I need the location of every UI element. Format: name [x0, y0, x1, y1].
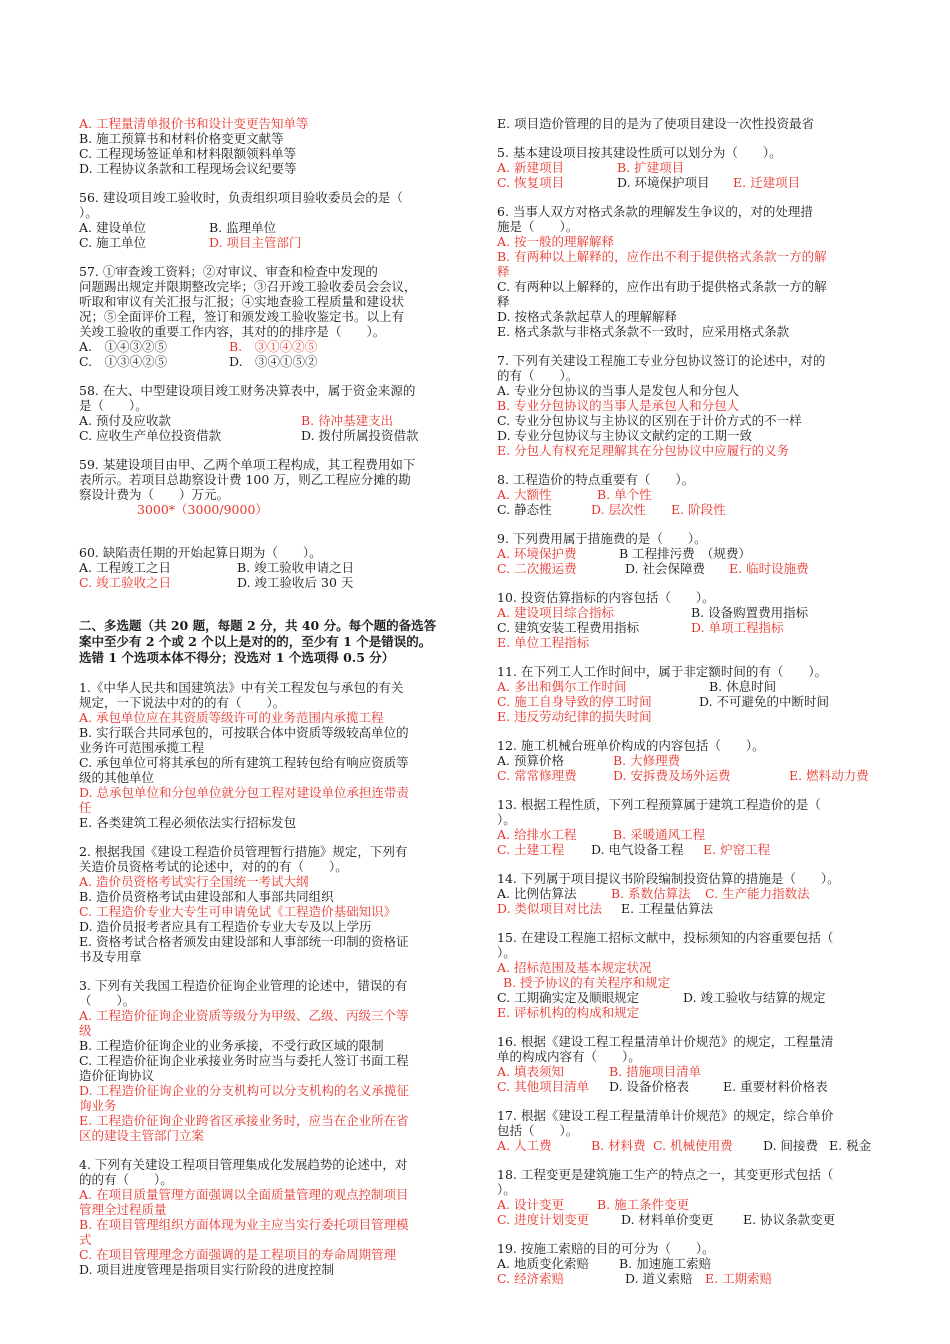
option-c: C. 经济索赔	[497, 1271, 565, 1286]
option-b: B. 在项目管理组织方面体现为业主应当实行委托项目管理模	[79, 1217, 409, 1232]
option-b: B. ③①④②⑤	[229, 339, 318, 354]
option-d: D. 工程协议条款和工程现场会议纪要等	[79, 161, 297, 176]
option-e: E. 格式条款与非格式条款不一致时，应采用格式条款	[497, 324, 790, 339]
question-stem-cont: 听取和审议有关汇报与汇报；④实地查验工程质量和建设状	[79, 294, 405, 309]
option-e: E. 资格考试合格者颁发由建设部和人事部统一印制的资格证	[79, 934, 409, 949]
question-stem: 1.《中华人民共和国建筑法》中有关工程发包与承包的有关	[79, 680, 404, 695]
option-b: B. 单个性	[597, 487, 652, 502]
multi-question-11	[497, 664, 889, 724]
option-c: C. 施工自身导致的停工时间	[497, 694, 652, 709]
option-d: D. 材料单价变更	[621, 1212, 714, 1227]
option-e: E. 炉窑工程	[703, 842, 771, 857]
option-d: D. 拨付所属投资借款	[301, 428, 419, 443]
option-c-cont: 造价征询协议	[79, 1068, 155, 1083]
option-b-cont: 式	[79, 1232, 92, 1247]
multi-question-4	[79, 1157, 467, 1277]
option-b: B. 有两种以上解释的，应作出不利于提供格式条款一方的解	[497, 249, 827, 264]
option-b: B. 设备购置费用指标	[691, 605, 809, 620]
option-b: B. 实行联合共同承包的，可按联合体中资质等级较高单位的	[79, 725, 409, 740]
option-b: B. 专业分包协议的当事人是承包人和分包人	[497, 398, 740, 413]
option-d: D. 总承包单位和分包单位就分包工程对建设单位承担连带责	[79, 785, 410, 800]
option-c: C. 二次搬运费	[497, 561, 577, 576]
multi-question-3	[79, 978, 467, 1143]
question-stem: 18. 工程变更是建筑施工生产的特点之一，其变更形式包括（	[497, 1167, 834, 1182]
section-instructions: 案中至少有 2 个或 2 个以上是对的的，至少有 1 个是错误的。	[79, 634, 432, 649]
option-d: D. 社会保障费	[625, 561, 706, 576]
option-c: C. 专业分包协议与主协议的区别在于计价方式的不一样	[497, 413, 802, 428]
option-d: D. 专业分包协议与主协议文献约定的工期一致	[497, 428, 753, 443]
multi-question-19	[497, 1241, 889, 1286]
question-stem-cont: ）。	[497, 945, 516, 960]
question-58	[79, 383, 467, 443]
question-57	[79, 264, 467, 369]
option-a: A. 承包单位应在其资质等级许可的业务范围内承揽工程	[79, 710, 384, 725]
option-d: D. 电气设备工程	[591, 842, 684, 857]
option-b: B. 大修理费	[613, 753, 681, 768]
option-b: B. 系数估算法	[611, 886, 691, 901]
question-stem: 58. 在大、中型建设项目竣工财务决算表中，属于资金来源的	[79, 383, 416, 398]
option-e: E. 单位工程指标	[497, 635, 590, 650]
option-a: A. 专业分包协议的当事人是发包人和分包人	[497, 383, 739, 398]
option-a-cont: 级	[79, 1023, 92, 1038]
option-d: D. 竣工验收后 30 天	[237, 575, 354, 590]
option-c-cont: 释	[497, 294, 510, 309]
question-59	[79, 457, 467, 517]
option-d: D. 间接费	[763, 1138, 819, 1153]
option-c: C. ①③④②⑤	[79, 354, 168, 369]
question-stem-cont: 的有（ ）。	[497, 368, 579, 383]
option-a: A. 造价员资格考试实行全国统一考试大纲	[79, 874, 309, 889]
question-stem-cont: 况；⑤全面评价工程，签订和颁发竣工验收鉴定书。以上有	[79, 309, 405, 324]
multi-question-9	[497, 531, 889, 576]
question-stem: 8. 工程造价的特点重要有（ ）。	[497, 472, 695, 487]
question-stem: 3. 下列有关我国工程造价征询企业管理的论述中，错误的有	[79, 978, 408, 993]
multi-question-2	[79, 844, 467, 964]
question-stem: 14. 下列属于项目提议书阶段编制投资估算的措施是（ ）。	[497, 871, 840, 886]
question-stem: 56. 建设项目竣工验收时，负责组织项目验收委员会的是（	[79, 190, 403, 205]
question-stem: 4. 下列有关建设工程项目管理集成化发展趋势的论述中，对	[79, 1157, 408, 1172]
option-a: A. 工程造价征询企业资质等级分为甲级、乙级、丙级三个等	[79, 1008, 409, 1023]
option-a: A. 工程量清单报价书和设计变更告知单等	[79, 116, 309, 131]
option-d: D. 竣工验收与结算的规定	[683, 990, 826, 1005]
option-a: A. ①④③②⑤	[79, 339, 168, 354]
option-a: A. 新建项目	[497, 160, 564, 175]
question-stem-cont: ）。	[497, 1182, 516, 1197]
option-d-cont: 任	[79, 800, 92, 815]
multi-question-6	[497, 204, 889, 339]
option-b: B. 采暖通风工程	[613, 827, 706, 842]
question-stem-cont: ）。	[497, 812, 516, 827]
option-d: D. 道义索赔	[625, 1271, 693, 1286]
option-b: B. 休息时间	[709, 679, 777, 694]
option-e: E. 项目造价管理的目的是为了使项目建设一次性投资最省	[497, 116, 815, 131]
option-e: E. 工期索赔	[705, 1271, 773, 1286]
question-stem: 59. 某建设项目由甲、乙两个单项工程构成，其工程费用如下	[79, 457, 416, 472]
section-title: 二、多选题（共 20 题，每题 2 分，共 40 分。每个题的备选答	[79, 618, 437, 633]
multi-question-7	[497, 353, 889, 458]
question-stem-cont: 关竣工验收的重要工作内容，其对的的排序是（ ）。	[79, 324, 386, 339]
question-stem: 6. 当事人双方对格式条款的理解发生争议的，对的处理措	[497, 204, 813, 219]
option-b: B 工程排污费 （规费）	[619, 546, 751, 561]
question-stem: 9. 下列费用属于措施费的是（ ）。	[497, 531, 707, 546]
option-b: B. 造价员资格考试由建设部和人事部共同组织	[79, 889, 334, 904]
left-column	[79, 116, 467, 1277]
option-a: A. 填表须知	[497, 1064, 564, 1079]
option-d: D. 不可避免的中断时间	[699, 694, 830, 709]
option-c: C. 建筑安装工程费用指标	[497, 620, 640, 635]
option-c: C. 工程现场签证单和材料限额领料单等	[79, 146, 297, 161]
question-55-options	[79, 116, 467, 176]
right-column	[497, 116, 889, 1286]
question-stem: 13. 根据工程性质，下列工程预算属于建筑工程造价的是（	[497, 797, 821, 812]
option-c: C. 有两种以上解释的，应作出有助于提供格式条款一方的解	[497, 279, 827, 294]
question-stem: 57. ①审查竣工资料；②对审议、审查和检查中发现的	[79, 264, 378, 279]
option-d: D. 安拆费及场外运费	[613, 768, 731, 783]
option-c: C. 工期确实定及顺眼规定	[497, 990, 640, 1005]
option-a: A. 工程竣工之日	[79, 560, 171, 575]
option-e: E. 工程量估算法	[621, 901, 714, 916]
question-stem: 17. 根据《建设工程工程量清单计价规范》的规定，综合单价	[497, 1108, 834, 1123]
option-d: D. 项目主管部门	[209, 235, 302, 250]
option-c: C. 承包单位可将其承包的所有建筑工程转包给有响应资质等	[79, 755, 409, 770]
multi-question-16	[497, 1034, 889, 1094]
option-a: A. 大额性	[497, 487, 552, 502]
question-60	[79, 545, 467, 590]
option-d: D. 单项工程指标	[691, 620, 784, 635]
option-c: C. 在项目管理理念方面强调的是工程项目的寿命周期管理	[79, 1247, 397, 1262]
multi-question-1	[79, 680, 467, 830]
section-instructions: 选错 1 个选项本体不得分；没选对 1 个选项得 0.5 分）	[79, 650, 395, 665]
option-e: E. 各类建筑工程必须依法实行招标发包	[79, 815, 297, 830]
option-c: C. 常常修理费	[497, 768, 577, 783]
option-a: A. 按一般的理解解释	[497, 234, 614, 249]
option-a: A. 人工费	[497, 1138, 552, 1153]
option-d-cont: 询业务	[79, 1098, 117, 1113]
option-d: D. 层次性	[591, 502, 647, 517]
option-a: A. 设计变更	[497, 1197, 564, 1212]
option-e: E. 重要材料价格表	[723, 1079, 828, 1094]
option-e-cont: 书及专用章	[79, 949, 142, 964]
option-c: C. 进度计划变更	[497, 1212, 590, 1227]
option-d: D. 造价员报考者应具有工程造价专业大专及以上学历	[79, 919, 372, 934]
option-e: E. 迁建项目	[733, 175, 801, 190]
option-a: A. 环境保护费	[497, 546, 577, 561]
option-a: A. 比例估算法	[497, 886, 577, 901]
option-c: C. 土建工程	[497, 842, 565, 857]
option-a: A. 预付及应收款	[79, 413, 171, 428]
option-e: E. 税金	[829, 1138, 872, 1153]
question-stem: 15. 在建设工程施工招标文献中，投标须知的内容重要包括（	[497, 930, 834, 945]
option-b: B. 授予协议的有关程序和规定	[503, 975, 671, 990]
option-c: C. 其他项目清单	[497, 1079, 590, 1094]
option-b-cont: 释	[497, 264, 510, 279]
option-d: D. ③④①⑤②	[229, 354, 318, 369]
question-stem: 19. 按施工索赔的目的可分为（ ）。	[497, 1241, 715, 1256]
option-b: B. 材料费	[591, 1138, 646, 1153]
question-stem-cont: 规定，一下说法中对的的有（ ）。	[79, 695, 286, 710]
option-e: E. 评标机构的构成和规定	[497, 1005, 640, 1020]
multi-question-13	[497, 797, 889, 857]
option-e: E. 协议条款变更	[743, 1212, 836, 1227]
option-b: B. 扩建项目	[617, 160, 685, 175]
option-e: E. 阶段性	[671, 502, 726, 517]
option-c: C. 工程造价专业大专生可申请免试《工程造价基础知识》	[79, 904, 397, 919]
option-d: D. 设备价格表	[609, 1079, 690, 1094]
question-stem: 60. 缺陷责任期的开始起算日期为（ ）。	[79, 545, 322, 560]
multi-question-10	[497, 590, 889, 650]
option-b: B. 施工预算书和材料价格变更文献等	[79, 131, 284, 146]
multi-question-12	[497, 738, 889, 783]
option-b: B. 加速施工索赔	[619, 1256, 712, 1271]
option-c: C. 机械使用费	[653, 1138, 733, 1153]
question-stem: 5. 基本建设项目按其建设性质可以划分为（ ）。	[497, 145, 782, 160]
question-stem: 10. 投资估算指标的内容包括（ ）。	[497, 590, 715, 605]
option-d: D. 项目进度管理是指项目实行阶段的进度控制	[79, 1262, 335, 1277]
answer-note: 3000*（3000/9000）	[137, 502, 268, 517]
option-a: A. 地质变化索赔	[497, 1256, 589, 1271]
question-stem-cont: 的的有（ ）。	[79, 1172, 173, 1187]
option-e: E. 分包人有权充足理解其在分包协议中应履行的义务	[497, 443, 790, 458]
question-stem: 11. 在下列工人工作时间中，属于非定额时间的有（ ）。	[497, 664, 828, 679]
multi-question-15	[497, 930, 889, 1020]
question-56	[79, 190, 467, 250]
option-b-cont: 业务许可范围承揽工程	[79, 740, 205, 755]
question-stem-cont: （ ）。	[79, 993, 136, 1008]
multi-question-14	[497, 871, 889, 916]
multi-question-8	[497, 472, 889, 517]
option-d: D. 类似项目对比法	[497, 901, 603, 916]
question-stem-cont: ）。	[79, 205, 98, 220]
option-b: B. 措施项目清单	[609, 1064, 702, 1079]
question-stem-cont: 察设计费为（ ）万元。	[79, 487, 230, 502]
option-a: A. 多出和偶尔工作时间	[497, 679, 627, 694]
option-a: A. 给排水工程	[497, 827, 577, 842]
option-c: C. 竣工验收之日	[79, 575, 172, 590]
option-d: D. 环境保护项目	[617, 175, 710, 190]
option-a: A. 预算价格	[497, 753, 564, 768]
option-e: E. 临时设施费	[729, 561, 809, 576]
multi-question-5	[497, 145, 889, 190]
option-c-cont: 级的其他单位	[79, 770, 155, 785]
option-c: C. 工程造价征询企业承接业务时应当与委托人签订书面工程	[79, 1053, 409, 1068]
question-stem-cont: 关造价员资格考试的论述中，对的的有（ ）。	[79, 859, 348, 874]
multi-question-17	[497, 1108, 889, 1153]
option-b: B. 监理单位	[209, 220, 277, 235]
question-stem-cont: 施是（ ）。	[497, 219, 579, 234]
question-stem: 12. 施工机械台班单价构成的内容包括（ ）。	[497, 738, 765, 753]
option-b: B. 工程造价征询企业的业务承接，不受行政区域的限制	[79, 1038, 384, 1053]
question-stem: 7. 下列有关建设工程施工专业分包协议签订的论述中，对的	[497, 353, 826, 368]
option-c: C. 恢复项目	[497, 175, 565, 190]
question-stem-cont: 是（ ）。	[79, 398, 148, 413]
option-b: B. 竣工验收申请之日	[237, 560, 355, 575]
option-e: E. 工程造价征询企业跨省区承接业务时，应当在企业所在省	[79, 1113, 409, 1128]
option-a-cont: 管理全过程质量	[79, 1202, 167, 1217]
option-a: A. 建设单位	[79, 220, 146, 235]
multi-question-18	[497, 1167, 889, 1227]
option-d: D. 按格式条款起草人的理解解释	[497, 309, 678, 324]
option-e-cont: 区的建设主管部门立案	[79, 1128, 205, 1143]
question-stem-cont: 包括（ ）。	[497, 1123, 579, 1138]
option-e: E. 燃料动力费	[789, 768, 869, 783]
question-stem: 16. 根据《建设工程工程量清单计价规范》的规定，工程量清	[497, 1034, 834, 1049]
option-c: C. 静态性	[497, 502, 552, 517]
section-header	[79, 618, 467, 666]
option-a: A. 建设项目综合指标	[497, 605, 614, 620]
option-c: C. 生产能力指数法	[705, 886, 810, 901]
question-stem-cont: 单的构成内容有（ ）。	[497, 1049, 641, 1064]
option-c: C. 施工单位	[79, 235, 147, 250]
question-stem: 2. 根据我国《建设工程造价员管理暂行措施》规定，下列有	[79, 844, 408, 859]
option-c: C. 应收生产单位投资借款	[79, 428, 222, 443]
option-a: A. 在项目质量管理方面强调以全面质量管理的观点控制项目	[79, 1187, 409, 1202]
option-b: B. 施工条件变更	[597, 1197, 690, 1212]
question-stem-cont: 问题踢出规定并限期整改完毕；③召开竣工验收委员会会议，	[79, 279, 417, 294]
option-d: D. 工程造价征询企业的分支机构可以分支机构的名义承揽征	[79, 1083, 410, 1098]
option-a: A. 招标范围及基本规定状况	[497, 960, 652, 975]
question-stem-cont: 表所示。若项目总勘察设计费 100 万，则乙工程应分摊的勘	[79, 472, 411, 487]
option-b: B. 待冲基建支出	[301, 413, 394, 428]
option-e: E. 违反劳动纪律的损失时间	[497, 709, 652, 724]
